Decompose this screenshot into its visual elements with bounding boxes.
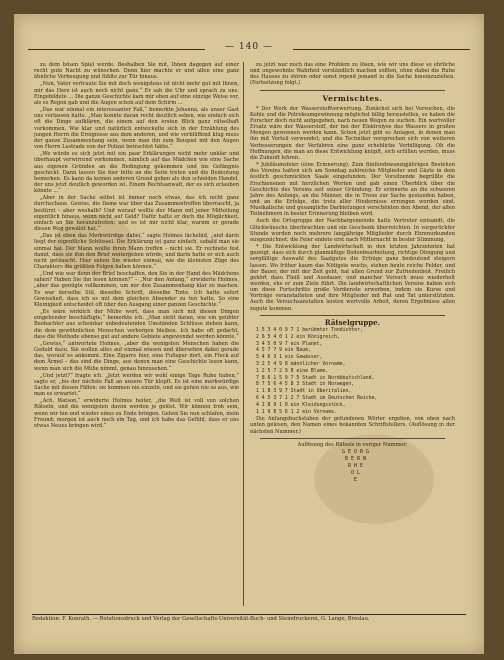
puzzle-lines	[250, 328, 455, 415]
story-paragraph: „Und jetzt?“ fragte ich. „Jetzt werden wir wohl einige Tage Ruhe haben,“ sagte er, „bis der nächste Fall an unsere Tür klopft. Es ist eine merkwürdige Sache mit diesen Fällen: sie kommen nie einzeln, und sie gehen nie so aus, wie man es erwartet.“	[34, 372, 239, 398]
answer-line: E	[353, 476, 357, 483]
header-rule-left	[28, 49, 205, 50]
puzzle-instruction: Die Anfangsbuchstaben der gefundenen Wörter ergeben, von oben nach unten gelesen, den Namen eines bekannten Schriftstellers. (Auflösung in der nächsten Nummer.)	[250, 416, 455, 435]
puzzle-line: 2 6 5 4 0 1 2 ein Königreich,	[256, 334, 340, 340]
section-separator	[260, 90, 445, 91]
story-paragraph: „Das war einmal ein interessanter Fall,“ bemerkte Johanna, als unser Gast uns verlassen hatte. „Man konnte daran recht deutlich sehen, wie einfach sich oft die Dinge aufklären, die einem auf den ersten Blick ganz rätselhaft vorkommen. Wie klar und natürlich entwickelte sich in der Erzählung des jungen Herrn die Ereignisse aus dem anderen, und wie verblüffend klug muss der ganze Zusammenhang sein, wenn man ihn zum Beispiel mit den Augen von Herrn Lestrade von der Polizei betrachtet hätte.“	[34, 107, 239, 151]
story-paragraph: „Wo würde es sich jetzt mit ein paar Erklärungen nicht mehr unklar und überhaupt verwirrend vorkommen, nämlich auf das Mädchen wie eine Sache aus eigenen Gründen an die Bedingung gekommen und ins Gefängnis geschickt. Dann lassen Sie hier bitte an die Seite treten und die Bedeutung bemerken. Es kann da keinen anderen Grund geben als den schnöden Handel, der uns jetzt deutlich geworden ist. Einem Rechtsanwalt, der es sich erlauben könnte ...“	[34, 151, 239, 195]
article-paragraph: * Der Werk der Wasserstoffverwertung. Zunächst sich bei Versuchen, die Kohle und die Petroleumgewinnung möglichst billig herzustellen, so haben die Forscher doch nicht aufgegeben, nach neuen Wegen zu suchen. Ein wertvoller Ersatz wäre der Wasserstoff, der bei der Elektrolyse des Wassers in großen Mengen gewonnen werden kann. Schon jetzt gibt es Anlagen, in denen man ihn mit Vorteil verwendet; und die Techniker versprechen sich von weiteren Verbesserungen der Verfahren eine ganz erhebliche Verbilligung. Ob die Hoffnungen, die man an diese Entwicklung knüpft, sich erfüllen werden, muss die Zukunft lehren.	[250, 105, 455, 161]
right-column	[250, 62, 455, 606]
answer-line: O L	[350, 469, 361, 476]
puzzle-line: 4 5 7 7 9 ein Baum,	[256, 348, 311, 354]
story-paragraph: „Aber in der Sache selbst ist immer noch etwas, das ich nicht ganz durchschaue. Gewiss, die Dame war über das Zusammentreffen überrascht, ja bestürzt – aber weshalb? Und worauf wollte der Mann mit jener Mitteilung eigentlich hinaus, wenn nicht auf Geld? Dafür hatte er doch die Möglichkeit, einfach an Sie heranzutreten; und es ist mir nicht klar, warum er gerade diesen Weg gewählt hat.“	[34, 195, 239, 233]
answer-line: B E R N	[344, 455, 367, 462]
puzzle-line: 1 5 3 4 0 9 7 1 berühmter Tondichter,	[256, 327, 363, 333]
story-paragraph: zu dem bösen Spiel werde. Beshalben Sie mit, Ihnen dagegen auf einer recht gute Nacht zu wünschen. Denn hier machte er und allen eine ganz ähnliche Verbeugung und fühlte zur Tür hinaus.	[34, 62, 239, 81]
newspaper-page	[14, 14, 484, 654]
answer-lines	[250, 449, 455, 483]
column-divider	[243, 62, 244, 606]
puzzle-line: 1 1 8 3 9 7 Stadt in Oberitalien,	[256, 389, 352, 395]
header-rule-right	[293, 49, 470, 50]
page-header	[28, 42, 470, 56]
page-number: — 140 —	[225, 42, 273, 52]
story-paragraph: „Und wie war denn der Brief beschaffen, den Sie in der Hand des Mädchens sahen? Haben Sie ihn lesen können?“ – „Nur den Anfang,“ erwiderte Holmes, „aber das genügte vollkommen, um mir den Zusammenhang klar zu machen. Es war derselbe Stil, dieselbe Schrift, dieselbe Tinte. Ich hatte sofort Gewissheit, dass ich es mit dem gleichen Absender zu tun hatte. So eine Kleinigkeit entscheidet oft über den Ausgang einer ganzen Geschichte.“	[34, 271, 239, 308]
article-paragraph: * Die Entwicklung der Landwirtschaft in den letzten Jahrzehnten hat gezeigt, dass sich durch planmäßige Bodenbearbeitung, richtige Düngung und sorgfältige Auswahl des Saatgutes die Erträge ganz bedeutend steigern lassen. Wo früher kaum das Nötigste wuchs, stehen heute reiche Felder, und der Bauer, der mit der Zeit geht, hat allen Grund zur Zufriedenheit. Freilich gehört dazu Fleiß und Ausdauer, und mancher Versuch muss wiederholt werden, ehe er zum Ziele führt. Die landwirtschaftlichen Vereine haben sich um diese Fortschritte große Verdienste erworben, indem sie Kurse und Vorträge veranstalteten und ihre Mitglieder mit Rat und Tat unterstützten. Auch die Versuchsanstalten leisten wertvolle Arbeit, deren Ergebnisse allen zugute kommen.	[250, 244, 455, 312]
story-paragraph: „Es wäre wirklich der Mühe wert, dass man sich mit diesen Dingen eingehender beschäftigte,“ bemerkte ich. „Man sieht daran, wie ein geübter Beobachter aus scheinbar unbedeutenden Umständen Schlüsse ziehen kann, die dem gewöhnlichen Menschen verborgen bleiben. Ich habe oft gedacht, dass die Methode ebenso gut auf andere Gebiete angewendet werden könnte.“	[34, 309, 239, 340]
puzzle-title: Rätselgruppe.	[324, 317, 381, 327]
puzzle-line: 8 7 5 6 4 5 8 3 Stadt in Norwegen,	[256, 382, 355, 388]
article-paragraph: Auch die Ortsgruppe der Nachbargemeinde hatte Vertreter entsandt, die Glückwünsche überbrachten und ein Geschenk überreichten. In vorgerückter Stunde wurden noch mehrere langjährige Mitglieder durch Ehrenurkunden ausgezeichnet; die Feier endete erst nach Mitternacht in bester Stimmung.	[250, 218, 455, 243]
puzzle-line: 4 1 8 9 1 0 ein Kleidungsstück,	[256, 402, 346, 408]
puzzle-line: 6 4 5 3 7 1 2 7 Stadt im Deutschen Reiche,	[256, 395, 378, 401]
puzzle-line: 1 1 9 8 5 6 1 2 ein Vorname.	[256, 409, 337, 415]
answer-caption: Auflösung des Rätsels in voriger Nummer:	[297, 441, 408, 448]
story-paragraph: „Nun, Vater vertraute Sie mit doch wenigstens ist nicht mehr gut mit Ihnen, mir das Herz ist auch noch nicht ganz.“ Er sah die Uhr und sprach zu uns: Eingebildete ... Die ganze Geschichte kam mir eben auf eine einzige Weise vor, als es Regen gab und die Augen schon auf dem Schirm ...	[34, 81, 239, 106]
answer-separator	[260, 438, 445, 439]
answer-line: G E O R G	[341, 448, 370, 455]
puzzle-separator	[260, 315, 445, 316]
section-title: Vermischtes.	[322, 93, 383, 103]
puzzle-line: 3 4 5 0 9 7 ein Planet,	[256, 341, 323, 347]
puzzle-line: 3 2 5 4 9 8 männlicher Vorname,	[256, 361, 346, 367]
puzzle-line: 5 4 6 3 1 ein Gewässer,	[256, 355, 323, 361]
left-column	[34, 62, 239, 606]
puzzle-line: 1 2 5 7 2 9 8 eine Blume,	[256, 368, 329, 374]
story-continuation: zu jetzt war noch das eine Problem zu lösen, wie wir uns diese so ehrliche und ungewohnte Wahrheit verständlich machen sollten, ohne dabei die Ruhe des Hauses zu stören oder sonst irgend jemand in die Sache hineinzuziehen. (Fortsetzung folgt.)	[250, 62, 455, 87]
article-paragraph: * Jubiläumsfeier (eine Erinnerung). Zum fünfundzwanzigjährigen Bestehen des Vereins hatten sich am Sonntag zahlreiche Mitglieder und Gäste in dem festlich geschmückten Saale eingefunden. Der Vorsitzende begrüßte die Erschienenen mit herzlichen Worten und gab einen Überblick über die Geschichte des Vereins seit seiner Gründung. Er erinnerte an die schweren Jahre des Anfangs, an die Männer, die in Treue zur Sache gestanden haben, und an die Erfolge, die trotz aller Hindernisse errungen worden sind. Musikalische und gesangliche Darbietungen verschönten den Abend, der allen Teilnehmern in bester Erinnerung bleiben wird.	[250, 162, 455, 218]
imprint-footer: Redaktion: F. Konrath. — Rotationsdruck und Verlag der Gesellschafts-Universität-Buch- und Steindruckerei, G. Lange, Breslau.	[32, 614, 466, 624]
story-paragraph: „Das ist eben das Merkwürdige dabei,“ sagte Holmes lächelnd, „und darin liegt der eigentliche Schlüssel. Die Erklärung ist ganz einfach, sobald man sie einmal hat. Der Mann wollte ihren Mann treffen – nicht sie. Er rechnete fest damit, dass sie ihm den Brief weitergeben würde, und darin hatte er sich auch nicht getäuscht. Hier sehen Sie wieder einmal, wie die kleinsten Züge des Charakters die größten Folgen haben können.“	[34, 233, 239, 270]
answer-line: R H E	[347, 462, 364, 469]
story-paragraph: „Ach, Watson,“ erwiderte Holmes heiter, „die Welt ist voll von solchen Rätseln, und die wenigsten davon werden je gelöst. Wir können froh sein, wenn wir hin und wieder eines zu Ende bringen. Gehen Sie nun schlafen, mein Freund; morgen ist auch noch ein Tag, und ich habe das Gefühl, dass er uns etwas Neues bringen wird.“	[34, 398, 239, 429]
story-paragraph: „Gewiss,“ antwortete Holmes, „aber die wenigsten Menschen haben die Geduld dazu. Sie wollen alles auf einmal wissen und übersehen dabei gerade das, worauf es ankommt. Eine Zigarre hier, eine Fußspur dort, ein Fleck auf dem Ärmel – das sind die Dinge, aus denen man eine Geschichte lesen kann, wenn man sich die Mühe nimmt, genau hinzusehen.“	[34, 340, 239, 372]
puzzle-line: 7 8 6 1 5 9 7 5 Stadt in Norddeutschland,	[256, 375, 375, 381]
miscellany-articles	[250, 106, 455, 312]
